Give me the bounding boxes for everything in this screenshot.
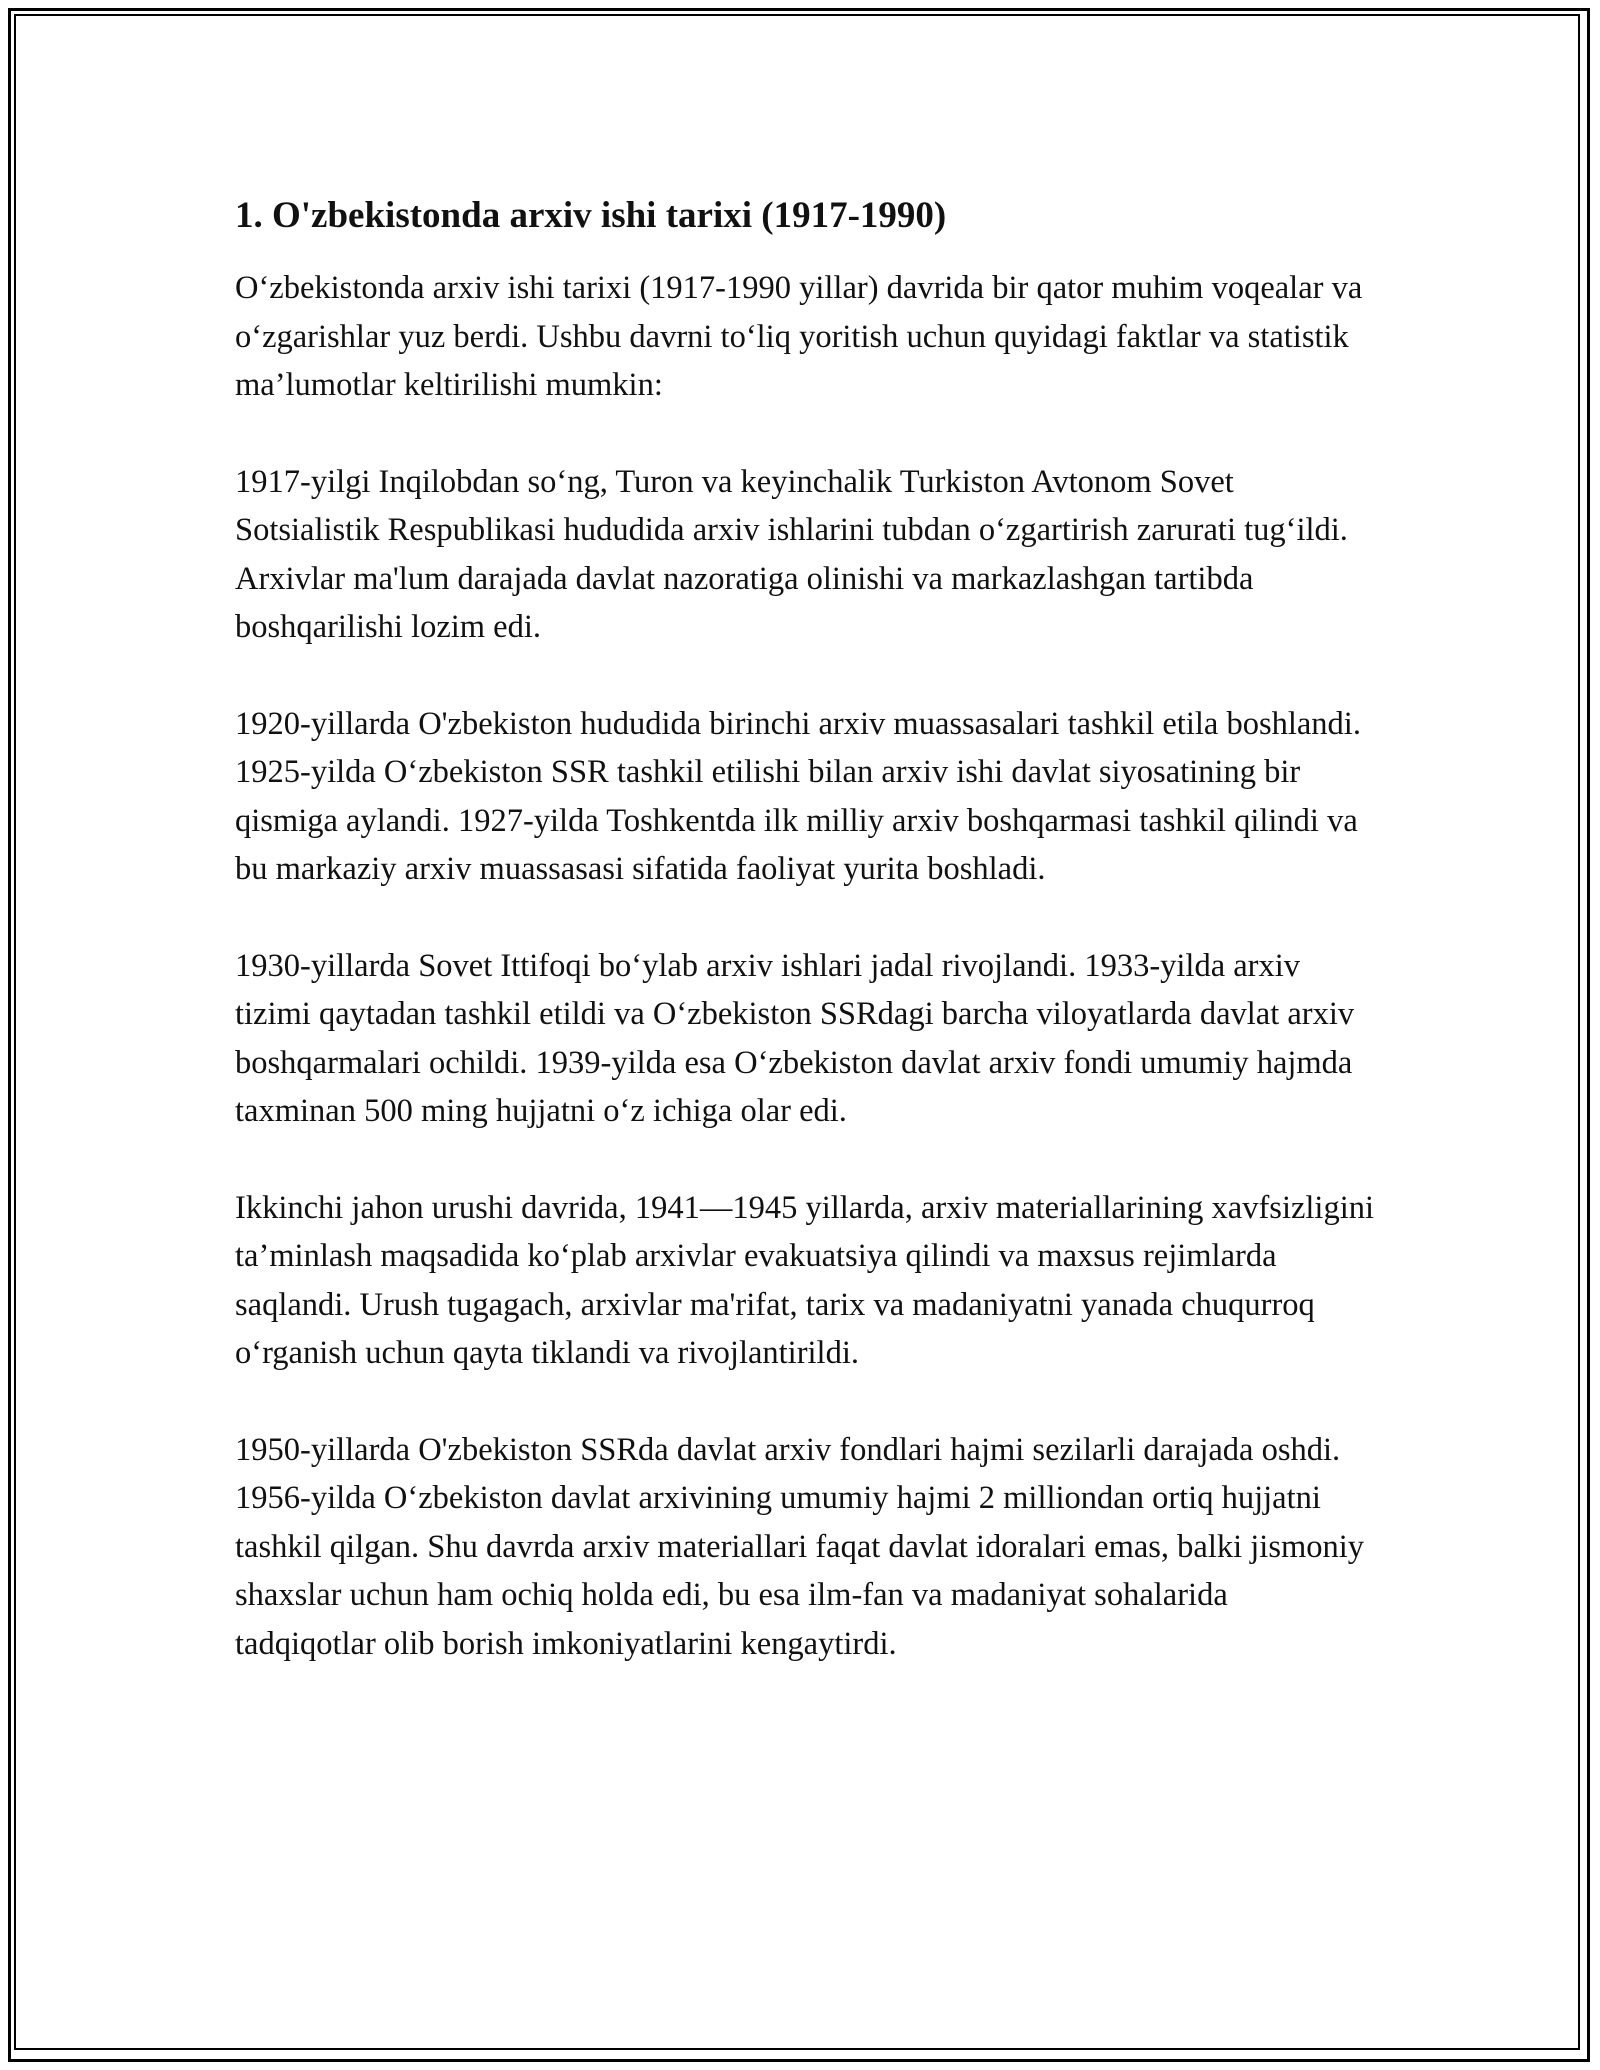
paragraph-1917: 1917-yilgi Inqilobdan so‘ng, Turon va keyinchalik Turkiston Avtonom Sovet Sotsialistik Respublikasi hududida arxiv ishlarini tubdan o‘zgartirish zarurati tug‘ildi. Arxivlar ma'lum darajada davlat nazoratiga olinishi va markazlashgan tartibda boshqarilishi lozim edi. — [235, 463, 1348, 645]
paragraph-intro: O‘zbekistonda arxiv ishi tarixi (1917-1990 yillar) davrida bir qator muhim voqealar va o‘zgarishlar yuz berdi. Ushbu davrni to‘liq yoritish uchun quyidagi faktlar va statistik ma’lumotlar keltirilishi mumkin: — [235, 270, 1363, 403]
paragraph-1920s: 1920-yillarda O'zbekiston hududida birinchi arxiv muassasalari tashkil etila boshlandi. 1925-yilda O‘zbekiston SSR tashkil etilishi bilan arxiv ishi davlat siyosatining bir qismiga aylandi. 1927-yilda Toshkentda ilk milliy arxiv boshqarmasi tashkil qilindi va bu markaziy arxiv muassasasi sifatida faoliyat yurita boshladi. — [235, 705, 1361, 887]
paragraph-1950s: 1950-yillarda O'zbekiston SSRda davlat arxiv fondlari hajmi sezilarli darajada oshdi. 1956-yilda O‘zbekiston davlat arxivining umumiy hajmi 2 milliondan ortiq hujjatni tashkil qilgan. Shu davrda arxiv materiallari faqat davlat idoralari emas, balki jismoniy shaxslar uchun ham ochiq holda edi, bu esa ilm-fan va madaniyat sohalarida tadqiqotlar olib borish imkoniyatlarini kengaytirdi. — [235, 1431, 1365, 1662]
section-heading: 1. O'zbekistonda arxiv ishi tarixi (1917-1990) — [235, 195, 947, 236]
document-body — [235, 188, 1375, 1716]
paragraph-1930s: 1930-yillarda Sovet Ittifoqi bo‘ylab arxiv ishlari jadal rivojlandi. 1933-yilda arxiv tizimi qaytadan tashkil etildi va O‘zbekiston SSRdagi barcha viloyatlarda davlat arxiv boshqarmalari ochildi. 1939-yilda esa O‘zbekiston davlat arxiv fondi umumiy hajmda taxminan 500 ming hujjatni o‘z ichiga olar edi. — [235, 947, 1355, 1129]
paragraph-ww2: Ikkinchi jahon urushi davrida, 1941—1945 yillarda, arxiv materiallarining xavfsizligini ta’minlash maqsadida ko‘plab arxivlar evakuatsiya qilindi va maxsus rejimlarda saqlandi. Urush tugagach, arxivlar ma'rifat, tarix va madaniyatni yanada chuqurroq o‘rganish uchun qayta tiklandi va rivojlantirildi. — [235, 1189, 1375, 1371]
